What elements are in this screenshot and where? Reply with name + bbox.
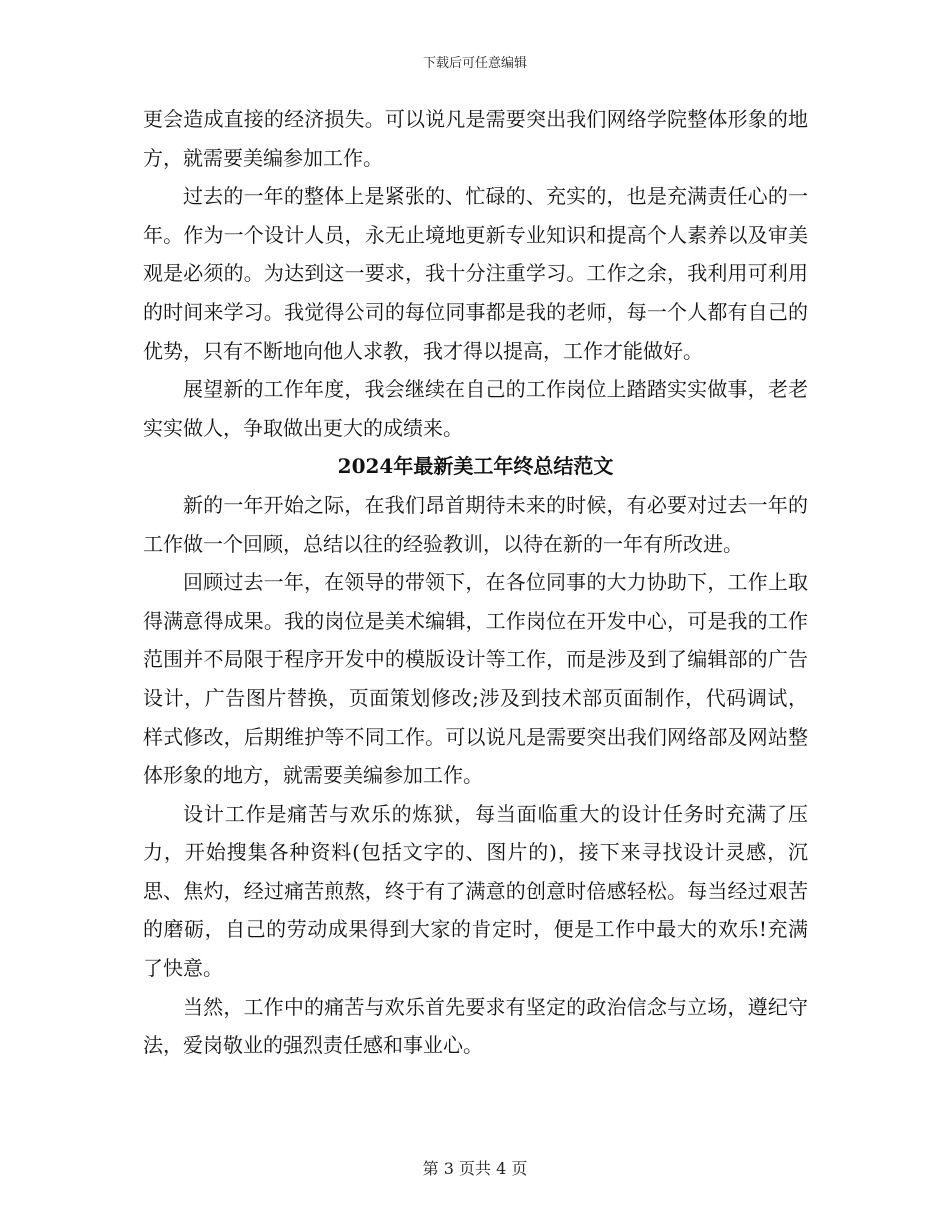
paragraph: 过去的一年的整体上是紧张的、忙碌的、充实的，也是充满责任心的一年。作为一个设计人员，永无止境地更新专业知识和提高个人素养以及审美观是必须的。为达到这一要求，我十分注重学习。工作之余，我利用可利用的时间来学习。我觉得公司的每位同事都是我的老师，每一个人都有自己的优势，只有不断地向他人求教，我才得以提高，工作才能做好。 (143, 184, 808, 363)
paragraph: 展望新的工作年度，我会继续在自己的工作岗位上踏踏实实做事，老老实实做人，争取做出更大的成绩来。 (143, 377, 808, 440)
document-body (143, 100, 808, 1065)
page-header: 下载后可任意编辑 (422, 56, 527, 71)
paragraph: 新的一年开始之际，在我们昂首期待未来的时候，有必要对过去一年的工作做一个回顾，总结以往的经验教训，以待在新的一年有所改进。 (143, 492, 808, 556)
paragraph-continued: 更会造成直接的经济损失。可以说凡是需要突出我们网络学院整体形象的地方，就需要美编参加工作。 (143, 107, 808, 170)
paragraph: 设计工作是痛苦与欢乐的炼狱，每当面临重大的设计任务时充满了压力，开始搜集各种资料(包括文字的、图片的)，接下来寻找设计灵感，沉思、焦灼，经过痛苦煎熬，终于有了满意的创意时倍感轻松。每当经过艰苦的磨砺，自己的劳动成果得到大家的肯定时，便是工作中最大的欢乐!充满了快意。 (143, 801, 808, 981)
paragraph: 回顾过去一年，在领导的带领下，在各位同事的大力协助下，工作上取得满意得成果。我的岗位是美术编辑，工作岗位在开发中心，可是我的工作范围并不局限于程序开发中的模版设计等工作，而是涉及到了编辑部的广告设计，广告图片替换，页面策划修改;涉及到技术部页面制作，代码调试，样式修改，后期维护等不同工作。可以说凡是需要突出我们网络部及网站整体形象的地方，就需要美编参加工作。 (143, 570, 808, 788)
paragraph: 当然，工作中的痛苦与欢乐首先要求有坚定的政治信念与立场，遵纪守法，爱岗敬业的强烈责任感和事业心。 (143, 994, 808, 1058)
page-footer: 第 3 页共 4 页 (422, 1159, 528, 1178)
section-title: 2024年最新美工年终总结范文 (337, 454, 614, 479)
